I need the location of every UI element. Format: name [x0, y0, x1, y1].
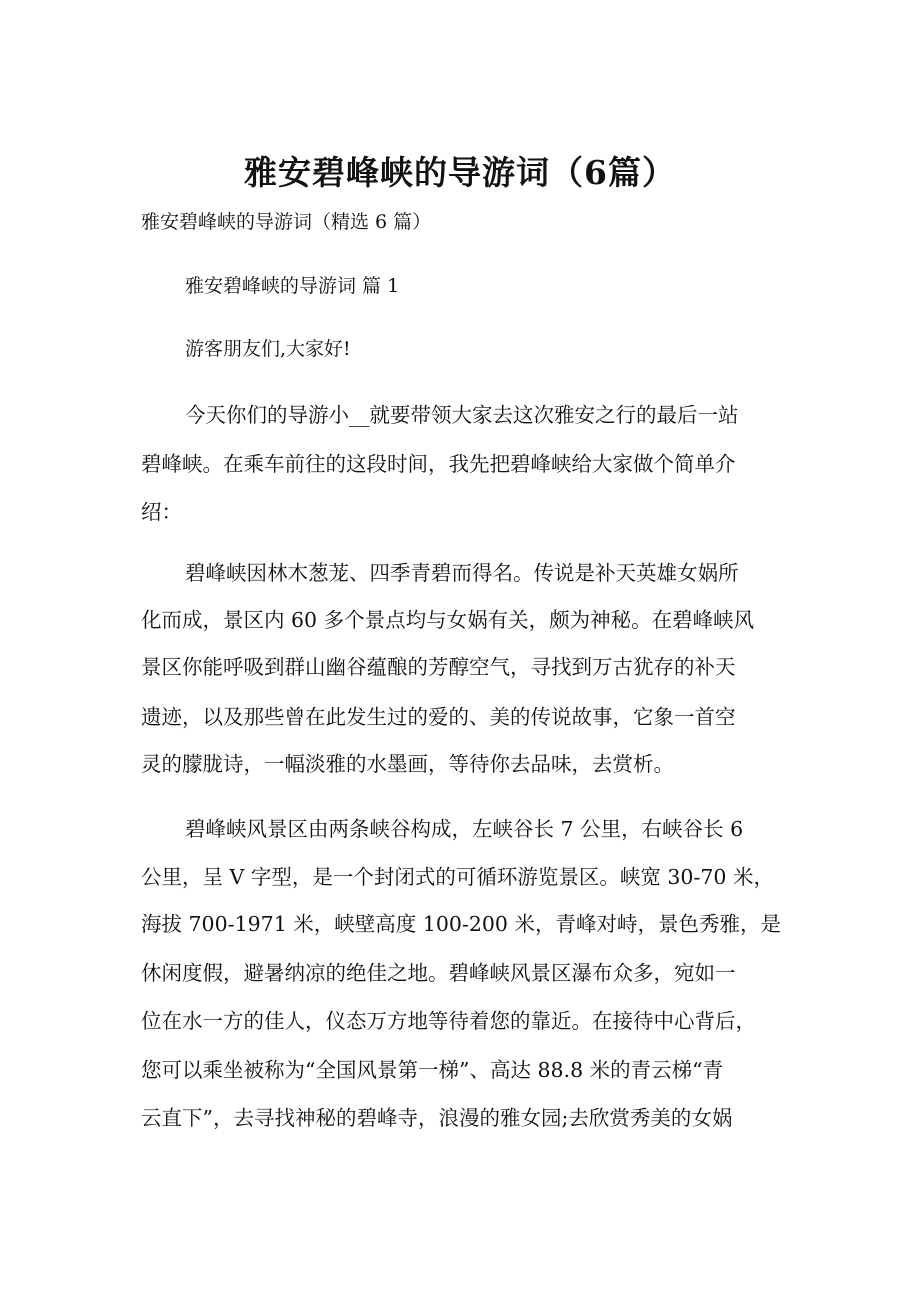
paragraph-line: 碧峰峡因林木葱茏、四季青碧而得名。传说是补天英雄女娲所 — [185, 561, 739, 585]
paragraph-line: 今天你们的导游小__就要带领大家去这次雅安之行的最后一站 — [185, 403, 739, 427]
paragraph-line: 您可以乘坐被称为“全国风景第一梯”、高达 88.8 米的青云梯“青 — [141, 1058, 724, 1082]
paragraph-line: 化而成，景区内 60 多个景点均与女娲有关，颇为神秘。在碧峰峡风 — [141, 608, 755, 632]
paragraph-line: 灵的朦胧诗，一幅淡雅的水墨画，等待你去品味，去赏析。 — [141, 752, 674, 776]
paragraph-line: 景区你能呼吸到群山幽谷蕴酿的芳醇空气，寻找到万古犹存的补天 — [141, 655, 736, 679]
paragraph-line: 云直下”，去寻找神秘的碧峰寺，浪漫的雅女园;去欣赏秀美的女娲 — [141, 1106, 733, 1130]
section-heading: 雅安碧峰峡的导游词 篇 1 — [185, 275, 400, 297]
paragraph-line: 位在水一方的佳人，仪态万方地等待着您的靠近。在接待中心背后， — [141, 1009, 756, 1033]
document-title: 雅安碧峰峡的导游词（6篇） — [244, 153, 676, 192]
paragraph-line: 海拔 700-1971 米，峡壁高度 100-200 米，青峰对峙，景色秀雅，是 — [141, 912, 781, 936]
paragraph-line: 碧峰峡。在乘车前往的这段时间，我先把碧峰峡给大家做个简单介 — [141, 452, 736, 476]
paragraph-line: 休闲度假，避暑纳凉的绝佳之地。碧峰峡风景区瀑布众多，宛如一 — [141, 961, 736, 985]
document-subtitle: 雅安碧峰峡的导游词（精选 6 篇） — [141, 211, 432, 233]
paragraph-line: 碧峰峡风景区由两条峡谷构成，左峡谷长 7 公里，右峡谷长 6 — [185, 817, 744, 841]
paragraph-line: 公里，呈 V 字型，是一个封闭式的可循环游览景区。峡宽 30-70 米， — [141, 865, 774, 889]
paragraph-line: 遗迹，以及那些曾在此发生过的爱的、美的传说故事，它象一首空 — [141, 705, 736, 729]
greeting-line: 游客朋友们,大家好! — [185, 338, 351, 360]
paragraph-line: 绍： — [141, 500, 182, 524]
